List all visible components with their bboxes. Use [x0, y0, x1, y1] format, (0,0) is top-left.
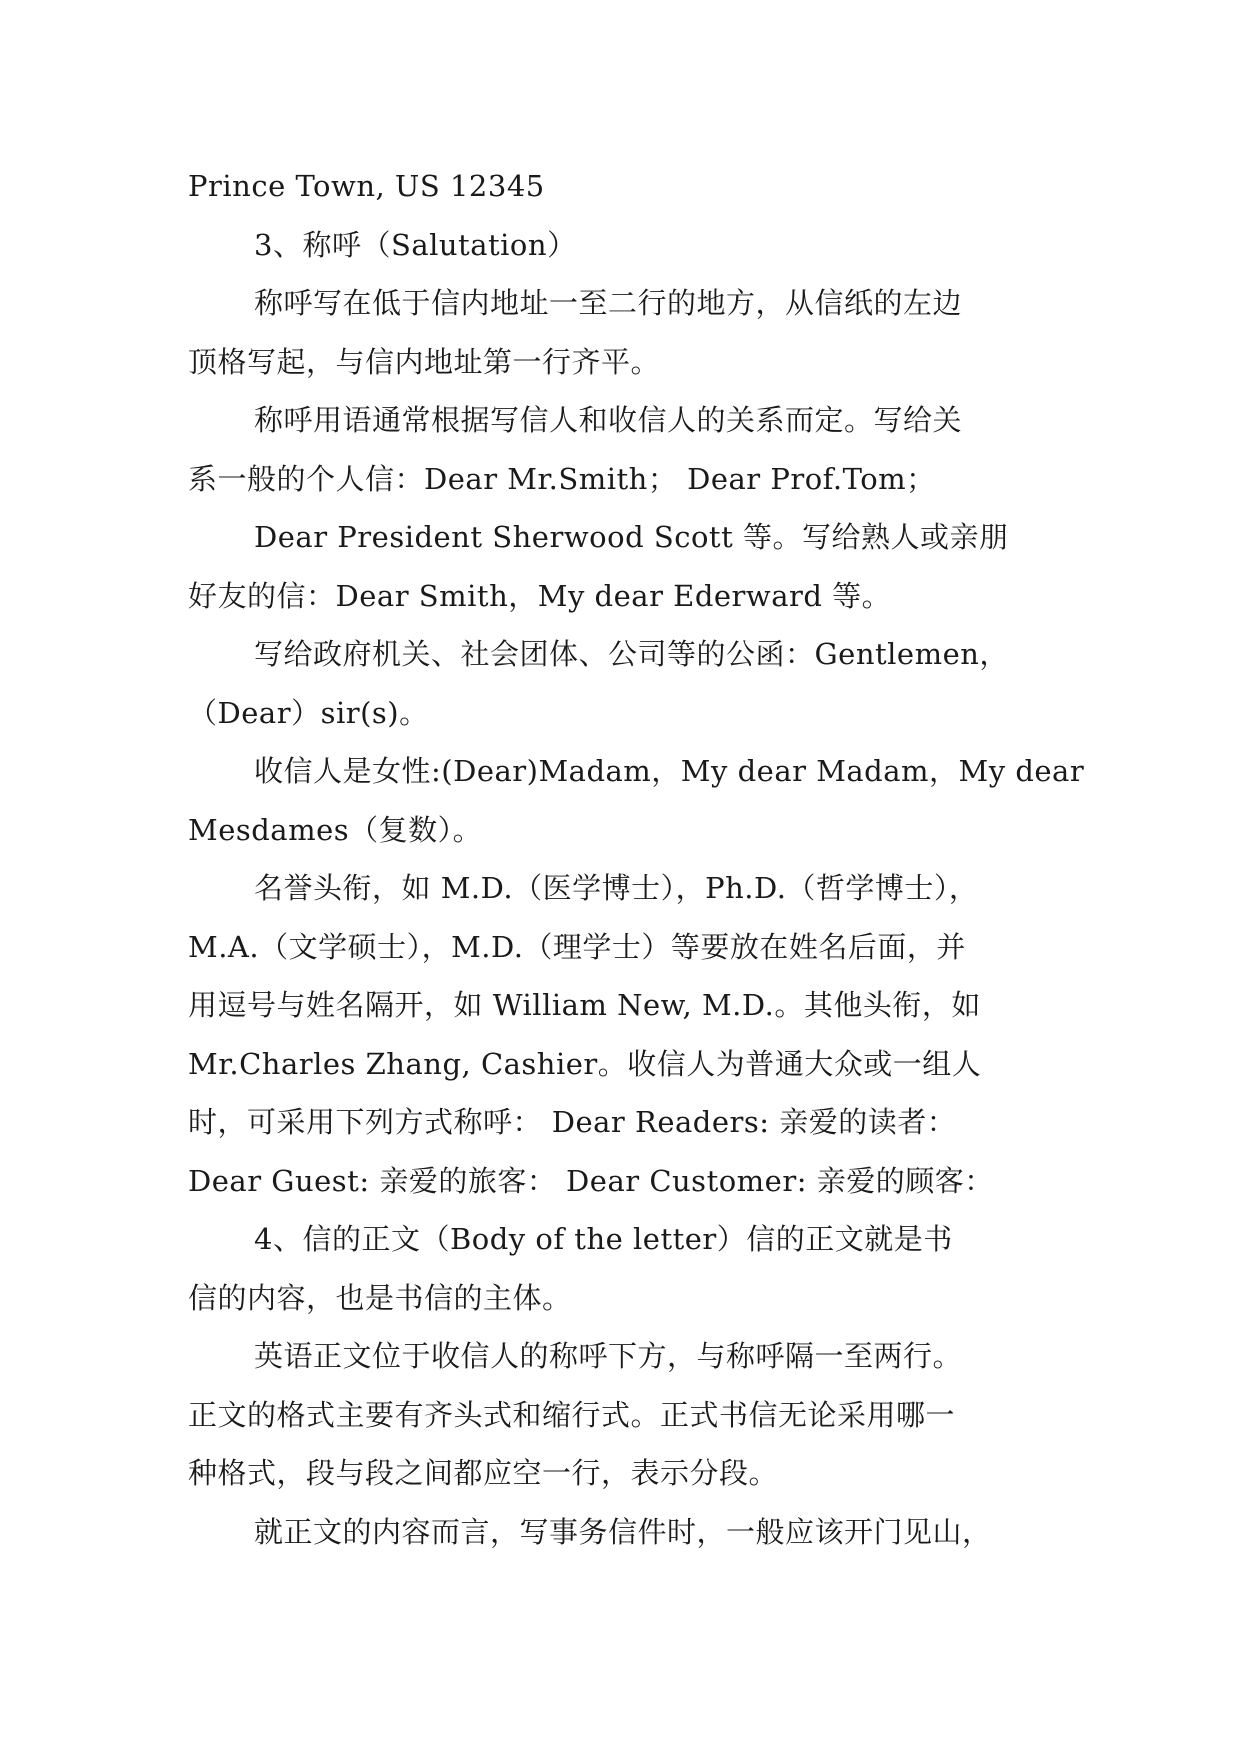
- section-heading-salutation: 3、称呼（Salutation）: [254, 227, 577, 262]
- text-line: M.A.（文学硕士），M.D.（理学士）等要放在姓名后面，并: [188, 929, 966, 964]
- text-line: 写给政府机关、社会团体、公司等的公函：Gentlemen，: [254, 637, 1009, 671]
- text-line: （Dear）sir(s)。: [188, 695, 429, 730]
- text-line: 用逗号与姓名隔开，如 William New, M.D.。其他头衔，如: [188, 988, 981, 1022]
- text-line: 时，可采用下列方式称呼： Dear Readers: 亲爱的读者：: [188, 1105, 957, 1139]
- document-body: [188, 157, 1085, 1561]
- text-line: 信的内容，也是书信的主体。: [188, 1280, 572, 1315]
- section-heading-body: 4、信的正文（Body of the letter）信的正文就是书: [254, 1222, 953, 1256]
- text-line: 好友的信：Dear Smith，My dear Ederward 等。: [188, 578, 892, 613]
- text-line: 种格式，段与段之间都应空一行，表示分段。: [188, 1456, 779, 1490]
- text-line: Mr.Charles Zhang, Cashier。收信人为普通大众或一组人: [188, 1046, 982, 1081]
- text-line: Dear President Sherwood Scott 等。写给熟人或亲朋: [254, 520, 1009, 554]
- text-line: Prince Town, US 12345: [188, 169, 545, 203]
- text-line: 称呼写在低于信内地址一至二行的地方，从信纸的左边: [254, 286, 963, 320]
- text-line: 名誉头衔，如 M.D.（医学博士），Ph.D.（哲学博士），: [254, 871, 979, 905]
- text-line: Mesdames（复数）。: [188, 812, 483, 847]
- text-line: 正文的格式主要有齐头式和缩行式。正式书信无论采用哪一: [188, 1397, 956, 1432]
- text-line: 顶格写起，与信内地址第一行齐平。: [188, 344, 661, 379]
- text-line: 英语正文位于收信人的称呼下方，与称呼隔一至两行。: [254, 1339, 963, 1373]
- text-line: 称呼用语通常根据写信人和收信人的关系而定。写给关: [254, 403, 963, 437]
- text-line: 就正文的内容而言，写事务信件时，一般应该开门见山，: [254, 1514, 992, 1549]
- text-line: 系一般的个人信：Dear Mr.Smith； Dear Prof.Tom；: [188, 461, 936, 496]
- text-line: 收信人是女性:(Dear)Madam，My dear Madam，My dear: [254, 754, 1085, 788]
- text-line: Dear Guest: 亲爱的旅客： Dear Customer: 亲爱的顾客：: [188, 1163, 994, 1198]
